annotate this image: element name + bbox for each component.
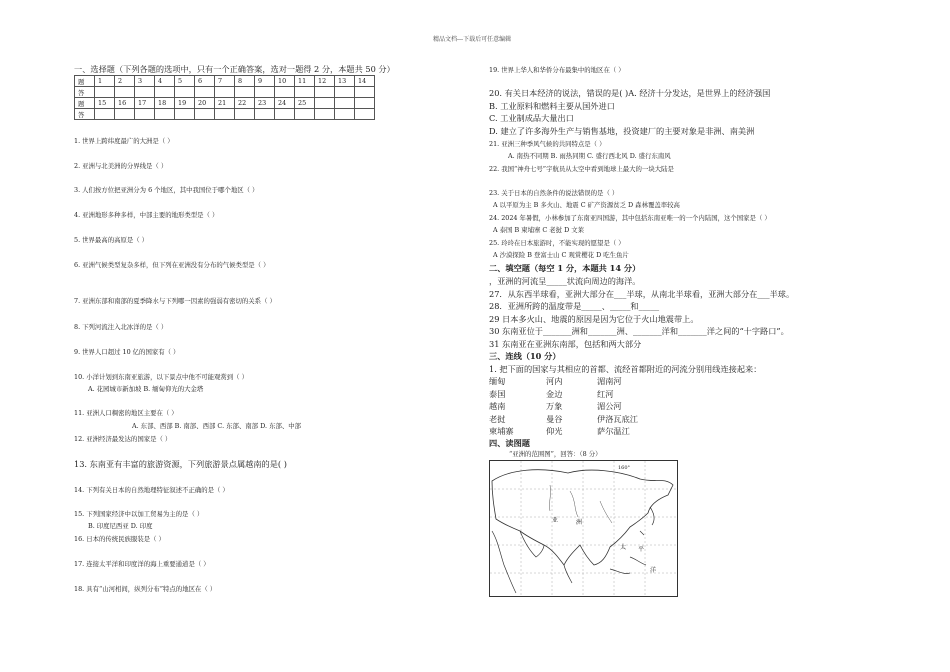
answer-cell [315,109,335,120]
answer-table-number: 9 [255,76,275,87]
answer-table-empty [335,98,355,109]
question-14: 14. 下列有关日本的自然地理特征叙述不正确的是（ ） [74,486,229,494]
question-21-options: A. 南热不同期 B. 雨热同期 C. 盛行西北风 D. 盛行东南风 [508,152,671,160]
answer-table-number: 2 [115,76,135,87]
question-17: 17. 连接太平洋和印度洋的海上重要通道是（ ） [74,560,210,568]
answer-cell[interactable] [355,87,375,98]
question-15: 15. 下列国家经济中以加工贸易为主的是（ ） [74,510,204,518]
answer-cell[interactable] [255,109,275,120]
matching-item[interactable]: 老挝 [489,413,506,424]
question-24: 24. 2024 年暑假，小林参加了东南亚四国游，其中包括东南亚唯一的一个内陆国，这个国家是（ ） [489,214,771,222]
answer-table-empty [355,98,375,109]
answer-table-label: 答 [75,87,95,98]
answer-cell[interactable] [175,109,195,120]
fill-30: 30 东南亚位于_______洲和_______洲、_______洋和_______洋之间的“十字路口”。 [489,326,789,336]
answer-cell[interactable] [155,87,175,98]
answer-cell[interactable] [135,109,155,120]
answer-cell[interactable] [235,109,255,120]
matching-item[interactable]: 湄南河 [597,376,622,386]
question-4: 4. 亚洲地形多种多样，中部主要的地形类型是（ ） [74,211,219,219]
answer-cell[interactable] [195,87,215,98]
question-25: 25. 玲玲在日本旅游时，不能实现的愿望是（ ） [489,239,625,247]
question-11-options: A. 东部、西部 B. 南部、西部 C. 东部、南部 D. 东部、中部 [132,422,302,430]
answer-table-number: 5 [175,76,195,87]
question-23-options: A 以平原为主 B 多火山、地震 C 矿产资源贫乏 D 森林覆盖率较高 [493,201,680,209]
question-10: 10. 小洋计划到东南亚旅游，以下景点中他不可能观赏到（ ） [74,373,248,381]
matching-item[interactable]: 泰国 [489,388,506,399]
answer-table-label: 题 [75,76,95,87]
answer-cell [355,109,375,120]
question-9: 9. 世界人口超过 10 亿的国家有（ ） [74,348,180,356]
answer-table-number: 12 [315,76,335,87]
question-7: 7. 亚洲东部和南部的夏季降水与下列哪一因素的强弱有密切的关系（ ） [74,297,276,305]
answer-cell[interactable] [275,87,295,98]
answer-table-number: 22 [235,98,255,109]
answer-table [74,75,375,120]
answer-table-number: 8 [235,76,255,87]
matching-item[interactable]: 萨尔温江 [597,426,630,436]
matching-item[interactable]: 越南 [489,401,506,411]
matching-item[interactable]: 伊洛瓦底江 [597,413,638,424]
question-8: 8. 下列河流注入北冰洋的是（ ） [74,323,168,331]
question-21: 21. 亚洲三种季风气候的共同特点是（ ） [489,140,606,148]
answer-table-number: 11 [295,76,315,87]
answer-table-label: 题 [75,98,95,109]
answer-cell[interactable] [95,109,115,120]
answer-table-number: 4 [155,76,175,87]
answer-table-number: 20 [195,98,215,109]
section-map-title: 四、读图题 [489,438,530,448]
section-fill-title: 二、填空题（每空 1 分，本题共 14 分） [489,263,641,273]
answer-cell [335,109,355,120]
question-13: 13. 东南亚有丰富的旅游资源，下列旅游景点属越南的是( ) [74,459,287,469]
answer-table-number: 17 [135,98,155,109]
answer-cell[interactable] [95,87,115,98]
answer-cell[interactable] [115,87,135,98]
answer-cell[interactable] [295,87,315,98]
question-1: 1. 世界上跨纬度最广的大洲是（ ） [74,137,174,145]
answer-table-label: 答 [75,109,95,120]
question-20: 20. 有关日本经济的说法，错误的是( )A. 经济十分发达，是世界上的经济强国 [489,88,771,98]
map-label-yang: 洋 [650,567,657,574]
matching-item[interactable]: 湄公河 [597,401,622,411]
question-15-options: B. 印度尼西亚 D. 印度 [88,522,153,530]
matching-item[interactable]: 河内 [546,376,563,386]
answer-cell[interactable] [215,87,235,98]
fill-27: 27．从东西半球看，亚洲大部分在___半球，从南北半球看，亚洲大部分在___半球。 [489,289,795,299]
fill-31: 31 东南亚在亚洲东南部，包括和两大部分 [489,339,642,349]
question-5: 5. 世界最高的高原是（ ） [74,236,149,244]
answer-cell[interactable] [215,109,235,120]
answer-table-number: 10 [275,76,295,87]
map-label-zhou: 洲 [576,519,583,526]
fill-28: 28．亚洲所跨的温度带是_____、_____和_____ [489,301,660,311]
answer-cell[interactable] [315,87,335,98]
fill-29: 29 日本多火山、地震的原因是因为它位于火山地震带上。 [489,314,699,324]
map-label-tai: 太 [620,544,627,551]
answer-cell[interactable] [195,109,215,120]
matching-item[interactable]: 柬埔寨 [489,426,514,436]
answer-table-number: 18 [155,98,175,109]
question-18: 18. 具有“山河相间，纵列分布”特点的地区在（ ） [74,585,217,593]
answer-table-number: 21 [215,98,235,109]
map-caption: “亚洲的范围图”，回答：（8 分） [509,450,602,458]
answer-table-empty [315,98,335,109]
answer-cell[interactable] [155,109,175,120]
question-10-options: A. 花园城市新加坡 B. 缅甸仰光的大金塔 [88,385,204,393]
question-22: 22. 我国“神舟七号”宇航员从太空中看到地球上最大的一块大陆是 [489,165,674,173]
matching-item[interactable]: 金边 [546,388,563,399]
answer-table-number: 6 [195,76,215,87]
map-label-ya: 亚 [552,517,559,524]
question-2: 2. 亚洲与北美洲的分界线是（ ） [74,162,168,170]
question-11: 11. 亚洲人口稠密的地区主要在（ ） [74,409,178,417]
answer-table-number: 23 [255,98,275,109]
answer-table-number: 16 [115,98,135,109]
answer-cell[interactable] [295,109,315,120]
fill-26: ，亚洲的河流呈_____状流向周边的海洋。 [489,276,641,286]
section-choice-title: 一、选择题（下列各题的选项中，只有一个正确答案，选对一题得 2 分，本题共 50 分） [74,64,395,74]
matching-instructions: 1. 把下面的国家与其相应的首都、流经首都附近的河流分别用线连接起来： [489,364,762,374]
answer-cell[interactable] [255,87,275,98]
asia-map [489,460,678,597]
answer-cell[interactable] [115,109,135,120]
question-16: 16. 日本的传统民族服装是（ ） [74,535,165,543]
answer-table-number: 14 [355,76,375,87]
answer-table-number: 1 [95,76,115,87]
question-6: 6. 亚洲气候类型复杂多样，但下列在亚洲没有分布的气候类型是（ ） [74,261,270,269]
answer-table-number: 24 [275,98,295,109]
matching-item[interactable]: 万象 [546,401,563,411]
question-20-option-b: B. 工业原料和燃料主要从国外进口 [489,101,615,111]
answer-table-number: 15 [95,98,115,109]
answer-cell[interactable] [175,87,195,98]
answer-cell[interactable] [135,87,155,98]
asia-map-graphic [490,461,677,596]
matching-item[interactable]: 红河 [597,388,614,399]
matching-item[interactable]: 缅甸 [489,376,506,386]
question-23: 23. 关于日本的自然条件的说法错误的是（ ） [489,189,619,197]
answer-table-number: 13 [335,76,355,87]
question-20-option-d: D. 建立了许多海外生产与销售基地，投资建厂的主要对象是非洲、南美洲 [489,126,755,136]
question-24-options: A 泰国 B 柬埔寨 C 老挝 D 文莱 [493,226,585,234]
answer-cell[interactable] [235,87,255,98]
page-header: 精品文档---下载后可任意编辑 [433,36,512,43]
answer-cell[interactable] [275,109,295,120]
map-label-ping: 平 [638,546,645,553]
matching-item[interactable]: 仰光 [546,426,563,436]
map-longitude-label: 160° [618,465,631,471]
question-3: 3. 人们按方位把亚洲分为 6 个地区，其中我国位于哪个地区（ ） [74,186,259,194]
question-25-options: A 沙漠探险 B 登富士山 C 观赏樱花 D 吃生鱼片 [493,251,629,259]
question-12: 12. 亚洲经济最发达的国家是（ ） [74,435,172,443]
answer-cell[interactable] [335,87,355,98]
answer-table-number: 25 [295,98,315,109]
question-20-option-c: C. 工业制成品大量出口 [489,113,574,123]
answer-table-number: 7 [215,76,235,87]
answer-table-number: 19 [175,98,195,109]
section-matching-title: 三、连线（10 分） [489,351,561,361]
answer-table-number: 3 [135,76,155,87]
question-19: 19. 世界上华人和华侨分布最集中的地区在（ ） [489,66,625,74]
matching-item[interactable]: 曼谷 [546,413,563,424]
